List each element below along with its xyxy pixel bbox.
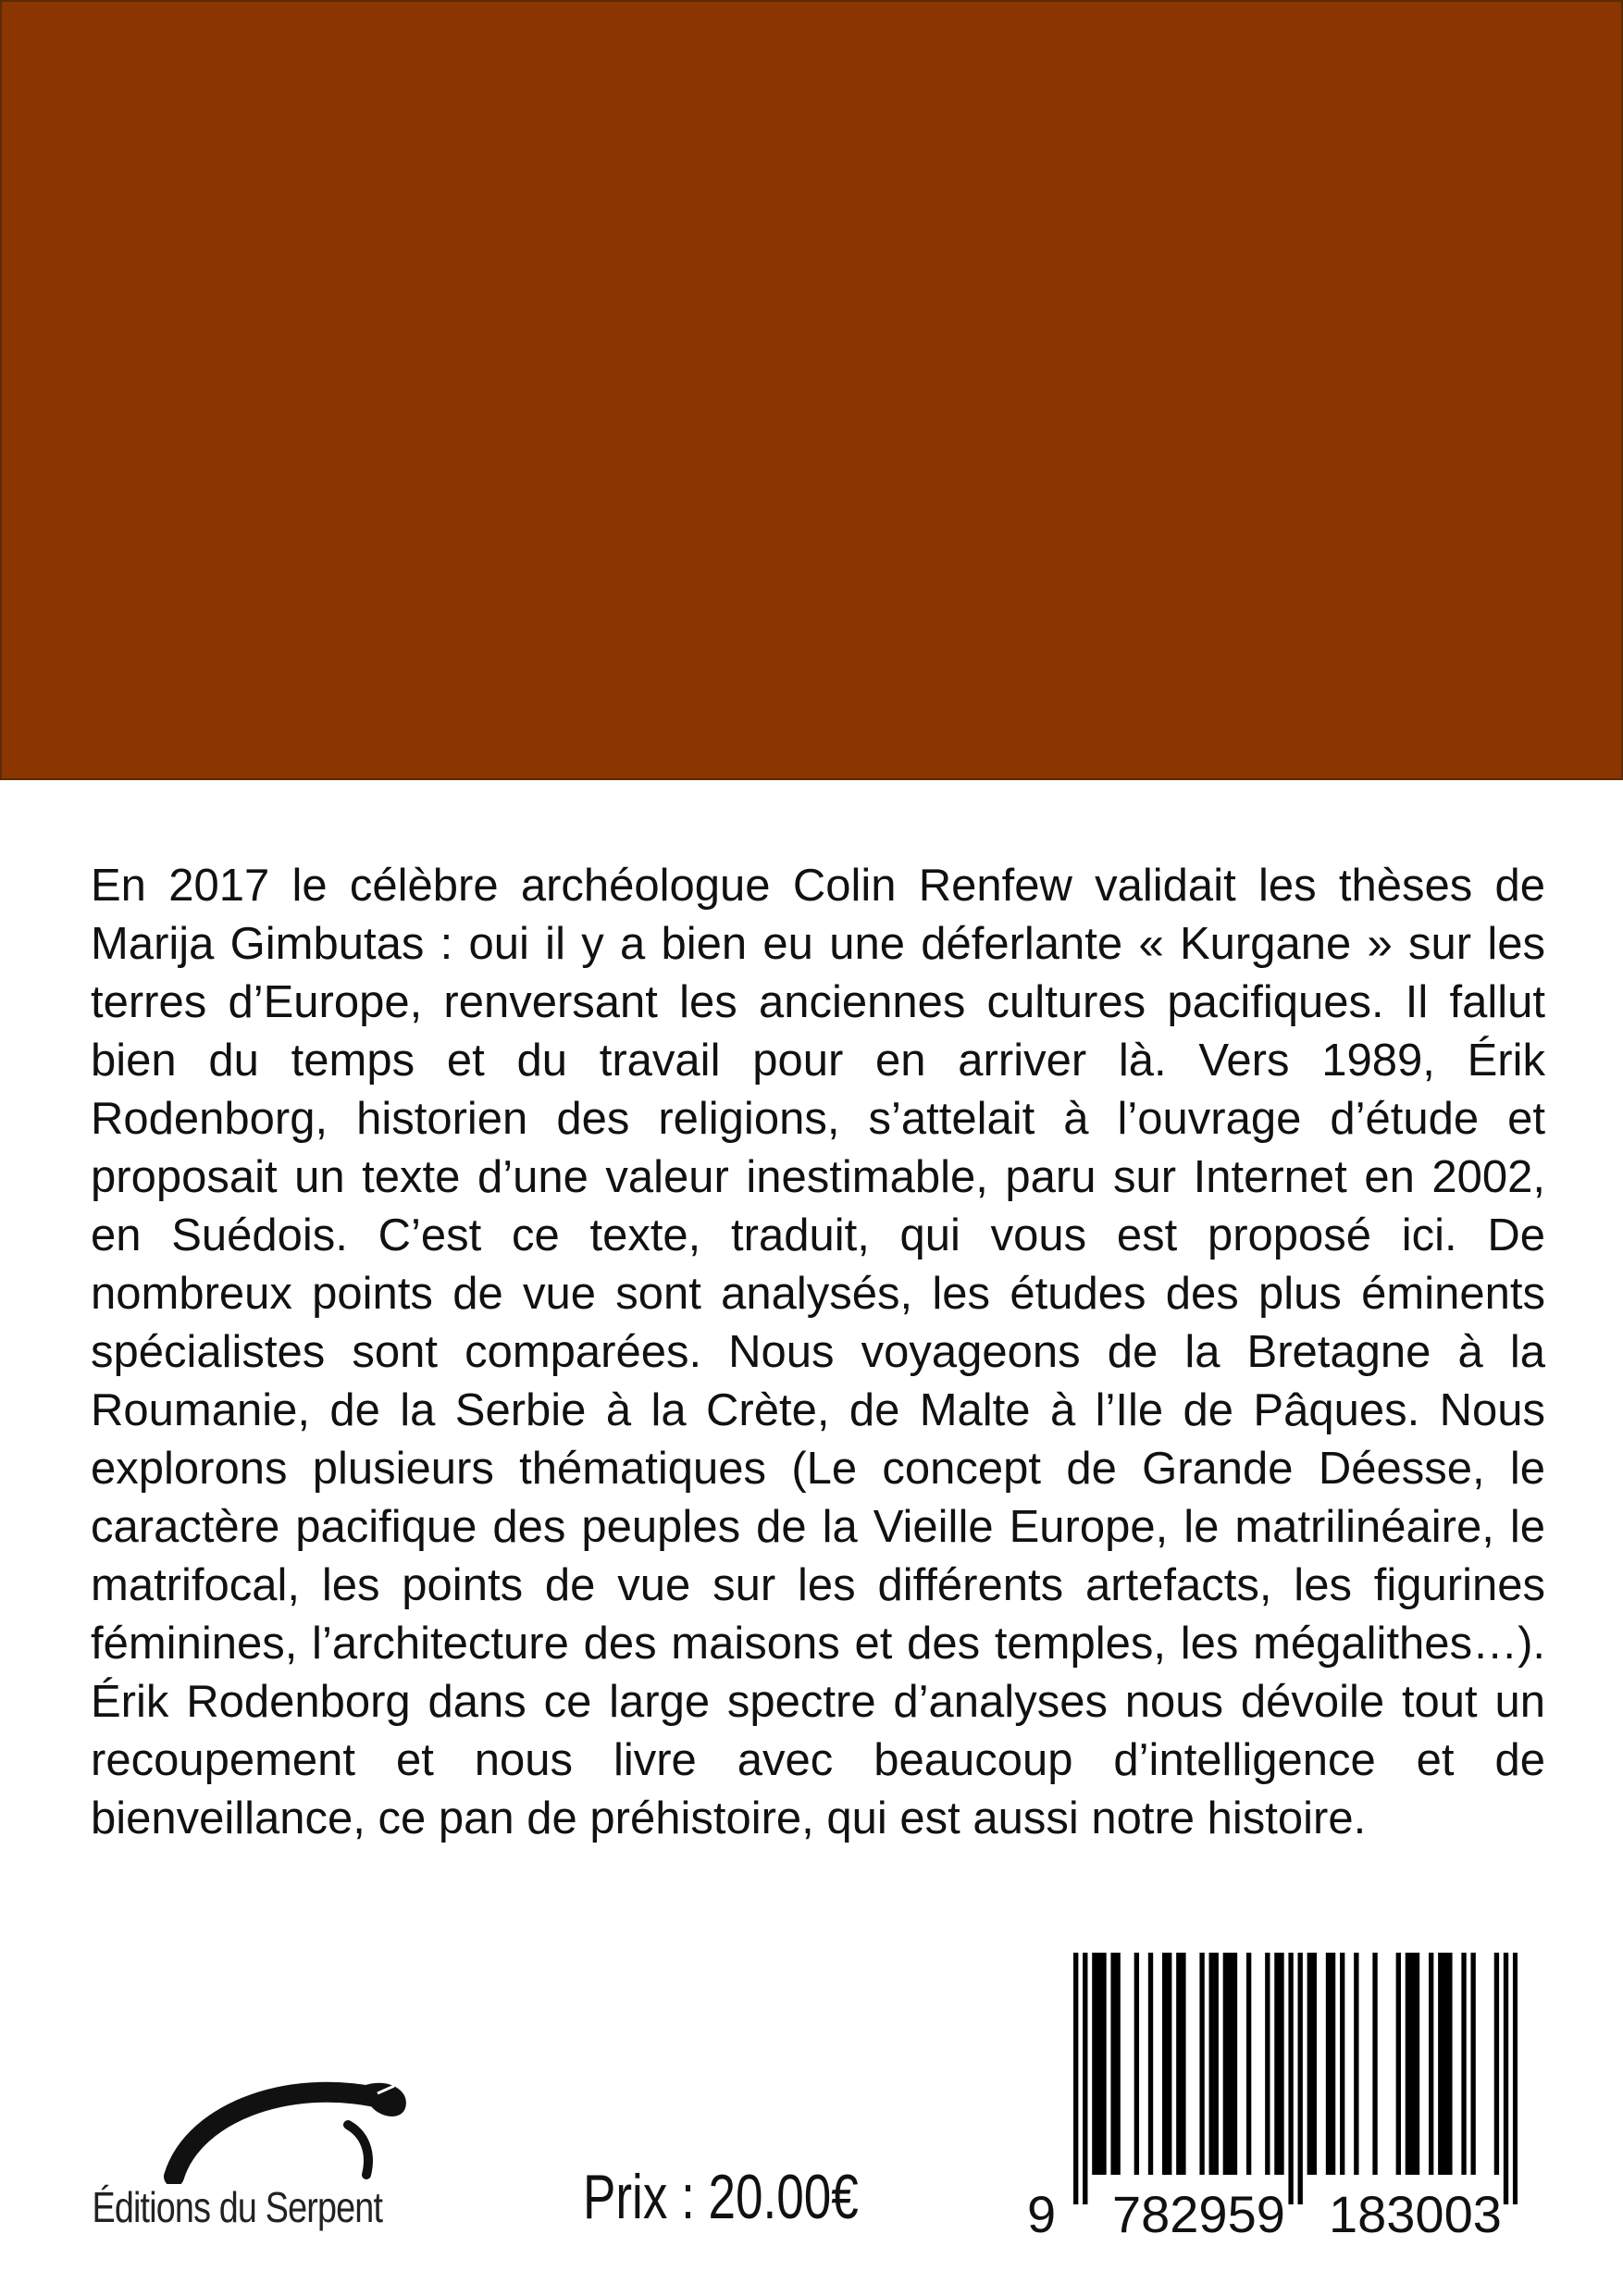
barcode-bar bbox=[1340, 1953, 1344, 2175]
barcode-bars bbox=[1073, 1953, 1518, 2204]
barcode-bar bbox=[1307, 1953, 1312, 2175]
barcode-bar bbox=[1494, 1953, 1499, 2175]
barcode-digit-first: 9 bbox=[1027, 2185, 1057, 2243]
barcode-bar bbox=[1134, 1953, 1139, 2175]
barcode-bar bbox=[1274, 1953, 1279, 2175]
barcode-bar bbox=[1326, 1953, 1331, 2175]
barcode-bar bbox=[1415, 1953, 1419, 2175]
barcode-bar bbox=[1214, 1953, 1219, 2175]
isbn-barcode bbox=[1027, 1953, 1540, 2258]
barcode-bar bbox=[1101, 1953, 1106, 2175]
barcode-bar bbox=[1073, 1953, 1078, 2204]
barcode-bar bbox=[1223, 1953, 1228, 2175]
barcode-digits bbox=[1027, 2175, 1540, 2258]
barcode-bar bbox=[1265, 1953, 1270, 2175]
barcode-bar bbox=[1209, 1953, 1214, 2175]
barcode-bar bbox=[1429, 1953, 1433, 2175]
barcode-digits-right: 183003 bbox=[1329, 2185, 1502, 2243]
barcode-bar bbox=[1181, 1953, 1185, 2175]
barcode-bar bbox=[1504, 1953, 1508, 2204]
barcode-bar bbox=[1228, 1953, 1233, 2175]
barcode-bar bbox=[1176, 1953, 1181, 2175]
barcode-bar bbox=[1461, 1953, 1466, 2175]
barcode-bar bbox=[1167, 1953, 1171, 2175]
barcode-bar bbox=[1372, 1953, 1377, 2175]
barcode-bar bbox=[1288, 1953, 1293, 2204]
barcode-bar bbox=[1513, 1953, 1518, 2204]
barcode-bar bbox=[1199, 1953, 1204, 2175]
back-cover-blurb: En 2017 le célèbre archéologue Colin Renfew validait les thèses de Marija Gimbutas : oui il y a bien eu une déferlante « Kurgane » sur les terres d’Europe, renversant les anciennes cultures pacifiques. Il fallut bien du temps et du travail pour en arriver là. Vers 1989, Érik Rodenborg, historien des religions, s’attelait à l’ouvrage d’étude et proposait un texte d’une valeur inestimable, paru sur Internet en 2002, en Suédois. C’est ce texte, traduit, qui vous est proposé ici. De nombreux points de vue sont analysés, les études des plus éminents spécialistes sont comparées. Nous voyageons de la Bretagne à la Roumanie, de la Serbie à la Crète, de Malte à l’Ile de Pâques. Nous explorons plusieurs thématiques (Le concept de Grande Déesse, le caractère pacifique des peuples de la Vieille Europe, le matrilinéaire, le matrifocal, les points de vue sur les différents artefacts, les figurines féminines, l’architecture des maisons et des temples, les mégalithes…). Érik Rodenborg dans ce large spectre d’analyses nous dévoile tout un recoupement et nous livre avec beaucoup d’intelligence et de bienveillance, ce pan de préhistoire, qui est aussi notre histoire. bbox=[91, 861, 1545, 1843]
barcode-bar bbox=[1096, 1953, 1101, 2175]
barcode-bar bbox=[1298, 1953, 1303, 2204]
barcode-bar bbox=[1092, 1953, 1096, 2175]
publisher-name: Éditions du Serpent bbox=[92, 2183, 383, 2231]
barcode-bar bbox=[1443, 1953, 1447, 2175]
barcode-bar bbox=[1470, 1953, 1475, 2175]
barcode-bar bbox=[1162, 1953, 1167, 2175]
barcode-bar bbox=[1406, 1953, 1410, 2175]
barcode-bar bbox=[1438, 1953, 1443, 2175]
barcode-digits-left: 782959 bbox=[1112, 2185, 1285, 2243]
publisher-logo bbox=[74, 2073, 472, 2258]
barcode-bar bbox=[1396, 1953, 1401, 2175]
barcode-bar bbox=[1279, 1953, 1283, 2175]
barcode-bar bbox=[1331, 1953, 1335, 2175]
price-label: Prix : 20.00€ bbox=[583, 2162, 859, 2232]
barcode-bar bbox=[1083, 1953, 1087, 2204]
cover-color-band bbox=[0, 0, 1623, 780]
barcode-bar bbox=[1233, 1953, 1237, 2175]
barcode-bar bbox=[1148, 1953, 1153, 2175]
barcode-bar bbox=[1110, 1953, 1115, 2175]
barcode-bar bbox=[1246, 1953, 1251, 2175]
barcode-bar bbox=[1447, 1953, 1452, 2175]
barcode-bar bbox=[1312, 1953, 1317, 2175]
barcode-bar bbox=[1354, 1953, 1358, 2175]
barcode-bar bbox=[1115, 1953, 1120, 2175]
serpent-icon bbox=[157, 2073, 416, 2184]
barcode-bar bbox=[1410, 1953, 1415, 2175]
